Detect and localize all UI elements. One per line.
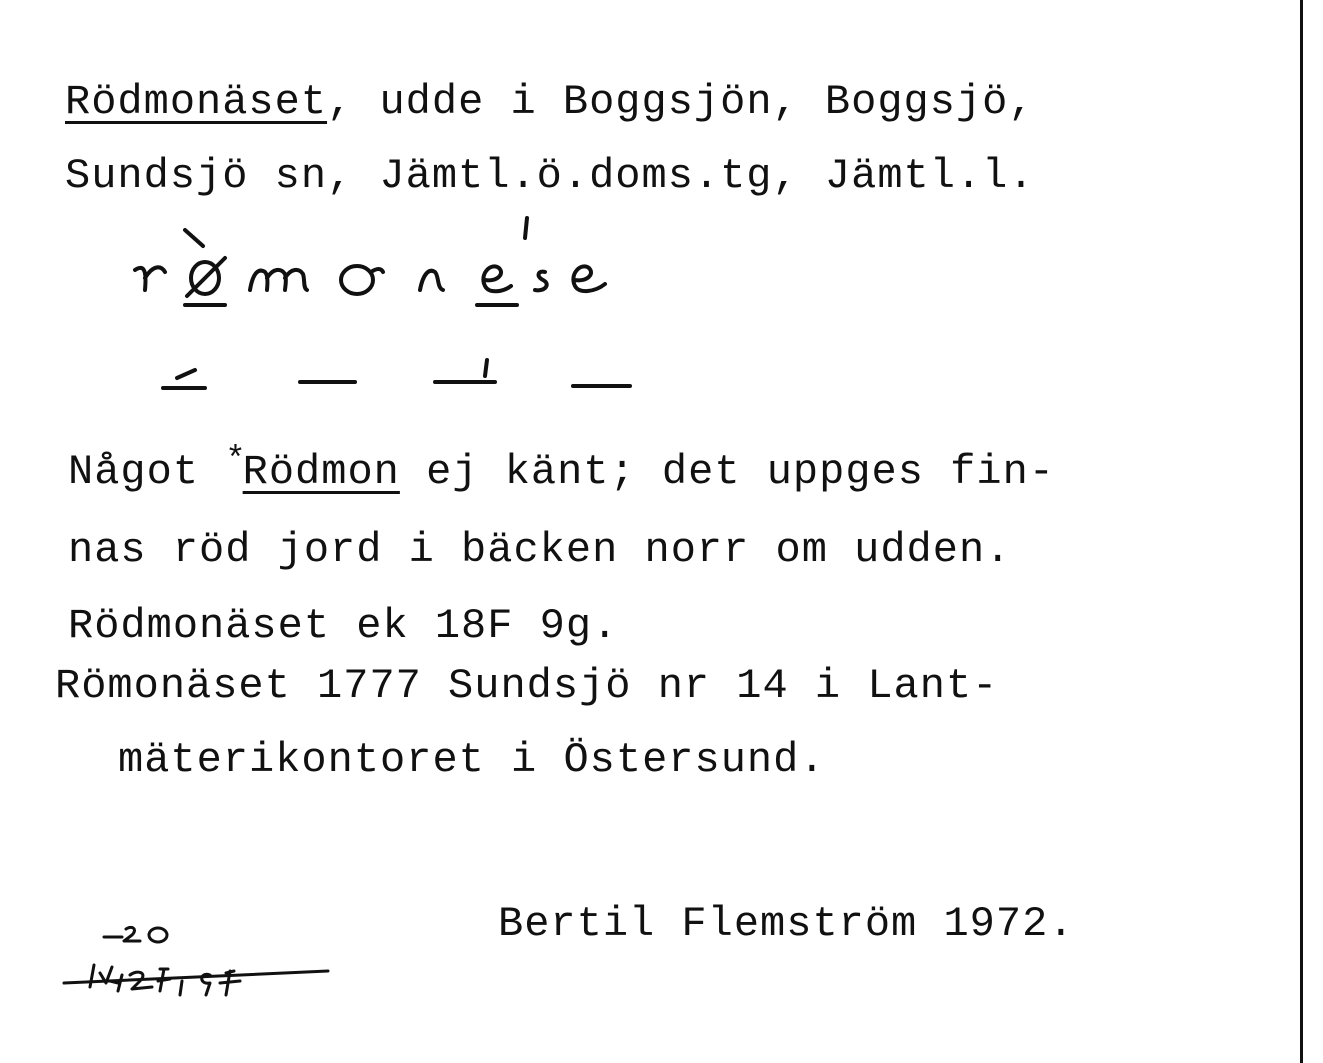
reconstructed-form: Rödmon (242, 448, 400, 496)
note-line-5: mäterikontoret i Östersund. (118, 736, 826, 784)
note-explanation: ej känt; det uppges fin- (399, 448, 1055, 496)
entry-location: , udde i Boggsjön, Boggsjö, (327, 78, 1035, 126)
note-prefix: Något (68, 448, 226, 496)
entry-line-1 (65, 78, 1035, 126)
handwritten-margin-notes (60, 915, 340, 1005)
note-line-4: Römonäset 1777 Sundsjö nr 14 i Lant- (55, 662, 999, 710)
signature: Bertil Flemström 1972. (498, 900, 1075, 948)
note-line-1 (68, 442, 1055, 496)
handwritten-pronunciation (125, 210, 665, 410)
note-line-3: Rödmonäset ek 18F 9g. (68, 602, 619, 650)
note-line-2: nas röd jord i bäcken norr om udden. (68, 526, 1012, 574)
card-edge (1300, 0, 1303, 1063)
headword: Rödmonäset (65, 78, 328, 126)
asterisk-mark: * (225, 442, 247, 480)
entry-line-2: Sundsjö sn, Jämtl.ö.doms.tg, Jämtl.l. (65, 152, 1035, 200)
